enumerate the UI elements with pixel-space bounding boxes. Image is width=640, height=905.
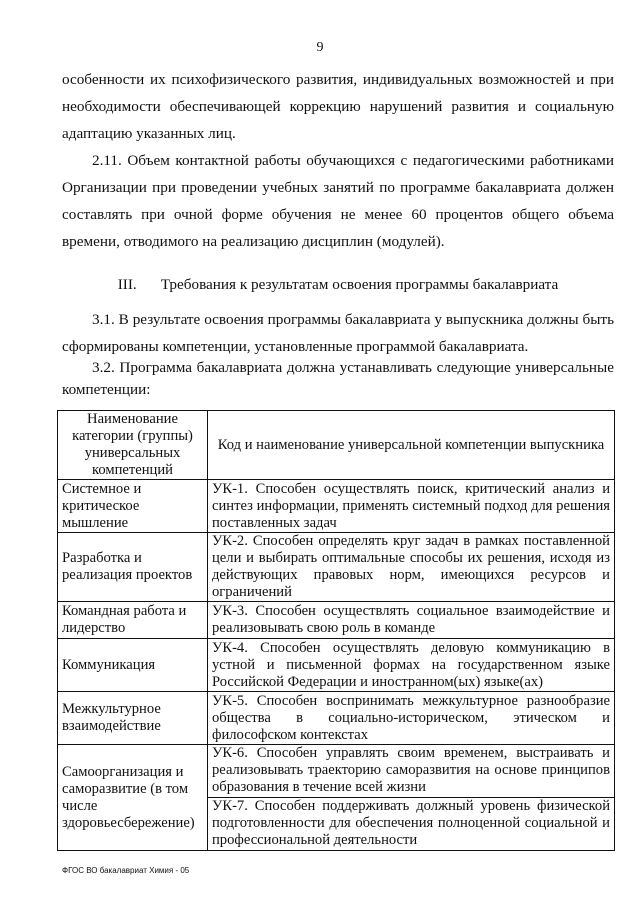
section-title: Требования к результатам освоения программы бакалавриата (160, 276, 559, 293)
competencies-table (57, 410, 615, 851)
table-header-row (58, 411, 615, 480)
table-row (58, 692, 615, 745)
category-cell: Коммуникация (58, 639, 208, 692)
competency-uk7: УК-7. Способен поддерживать должный уровень физической подготовленности для обеспечения полноценной социальной и профессиональной деятельности (212, 798, 610, 848)
category-cell: Межкультурное взаимодействие (58, 692, 208, 745)
paragraph-3-1: 3.1. В результате освоения программы бакалавриата у выпускника должны быть сформированы компетенции, установленные программой бакалавриата. (62, 311, 614, 355)
competency-cell: УК-2. Способен определять круг задач в рамках поставленной цели и выбирать оптимальные способы их решения, исходя из действующих правовых норм, имеющихся ресурсов и ограничений (208, 533, 615, 602)
competency-cell: УК-3. Способен осуществлять социальное взаимодействие и реализовывать свою роль в команде (208, 602, 615, 639)
page-number: 9 (316, 40, 324, 55)
footer-label: ФГОС ВО бакалавриат Химия - 05 (62, 866, 190, 875)
competency-cell: УК-4. Способен осуществлять деловую коммуникацию в устной и письменной формах на государственном языке Российской Федерации и иностранном(ых) языке(ах) (208, 639, 615, 692)
header-code: Код и наименование универсальной компетенции выпускника (208, 411, 615, 480)
competency-cell-group (208, 745, 615, 851)
table-row (58, 639, 615, 692)
category-cell: Командная работа и лидерство (58, 602, 208, 639)
table-row (58, 745, 615, 851)
competency-cell: УК-1. Способен осуществлять поиск, критический анализ и синтез информации, применять системный подход для решения поставленных задач (208, 480, 615, 533)
competency-cell: УК-5. Способен воспринимать межкультурное разнообразие общества в социально-историческом, этическом и философском контекстах (208, 692, 615, 745)
header-category: Наименование категории (группы) универсальных компетенций (58, 411, 208, 480)
table-row (58, 533, 615, 602)
table-row (58, 480, 615, 533)
paragraph-continuation: особенности их психофизического развития, индивидуальных возможностей и при необходимости обеспечивающей коррекцию нарушений развития и социальную адаптацию указанных лиц. (62, 71, 614, 142)
paragraph-3-2: 3.2. Программа бакалавриата должна устанавливать следующие универсальные компетенции: (62, 359, 614, 398)
table-row (58, 602, 615, 639)
category-cell: Разработка и реализация проектов (58, 533, 208, 602)
section-roman-numeral: III. (117, 276, 137, 293)
category-cell: Системное и критическое мышление (58, 480, 208, 533)
paragraph-2-11: 2.11. Объем контактной работы обучающихся с педагогическими работниками Организации при проведении учебных занятий по программе бакалавриата должен составлять при очной форме обучения не менее 60 процентов общего объема времени, отводимого на реализацию дисциплин (модулей). (62, 152, 614, 250)
section-heading (62, 276, 614, 294)
category-cell: Самоорганизация и саморазвитие (в том числе здоровьесбережение) (58, 745, 208, 851)
competency-uk6: УК-6. Способен управлять своим временем, выстраивать и реализовывать траекторию саморазвития на основе принципов образования в течение всей жизни (208, 745, 614, 798)
